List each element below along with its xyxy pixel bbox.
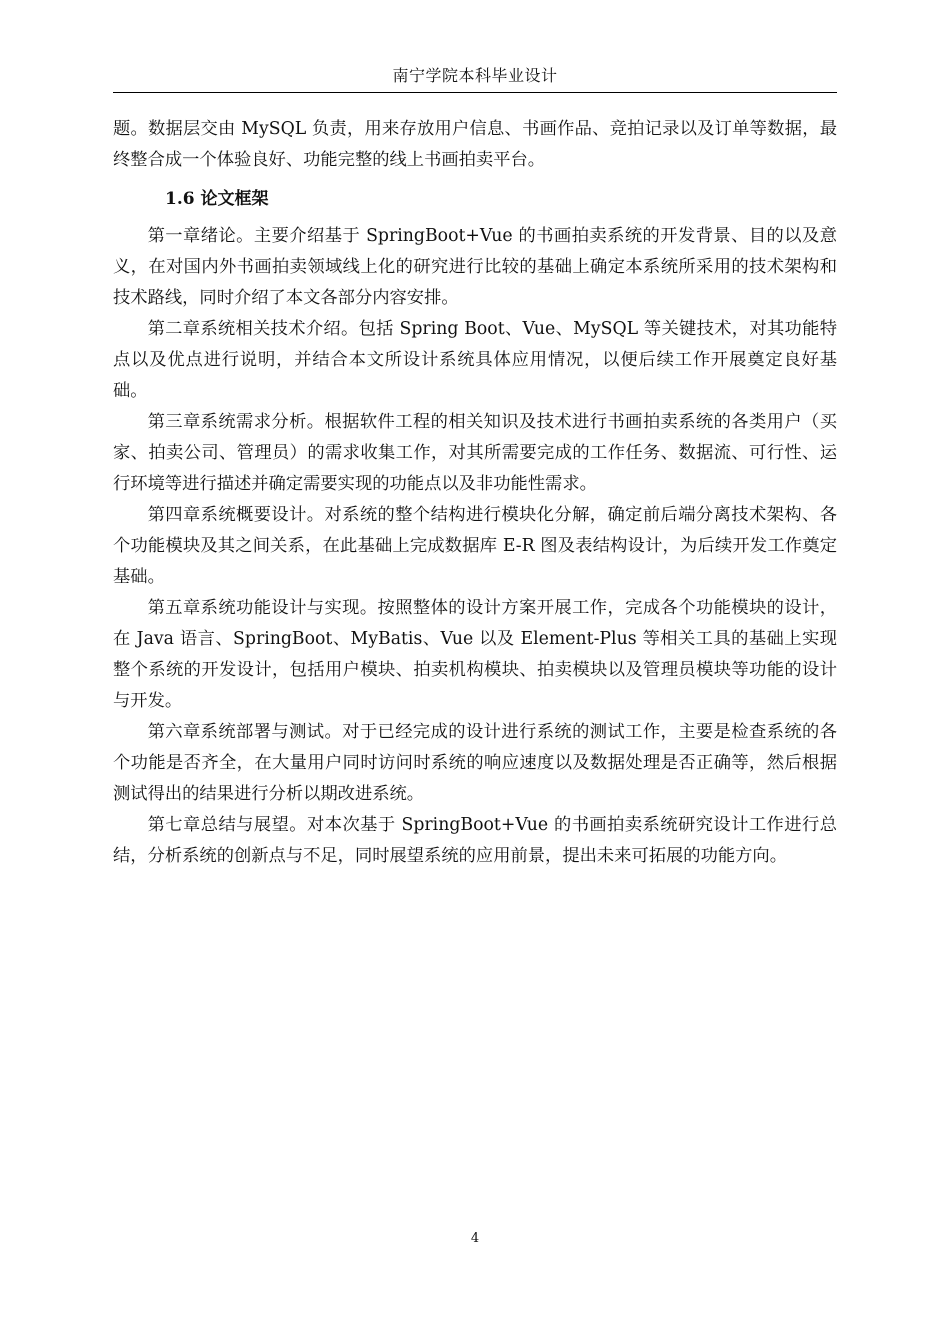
paragraph-chapter-5: 第五章系统功能设计与实现。按照整体的设计方案开展工作，完成各个功能模块的设计，在 Java 语言、SpringBoot、MyBatis、Vue 以及 Element-Plus 等相关工具的基础上实现整个系统的开发设计，包括用户模块、拍卖机构模块、拍卖模块以及管理员模块等功能的设计与开发。 (113, 598, 837, 711)
paragraph-chapter-3: 第三章系统需求分析。根据软件工程的相关知识及技术进行书画拍卖系统的各类用户（买家、拍卖公司、管理员）的需求收集工作，对其所需要完成的工作任务、数据流、可行性、运行环境等进行描述并确定需要实现的功能点以及非功能性需求。 (113, 412, 837, 494)
page-number: 4 (470, 1231, 480, 1246)
paragraph-chapter-2: 第二章系统相关技术介绍。包括 Spring Boot、Vue、MySQL 等关键技术，对其功能特点以及优点进行说明，并结合本文所设计系统具体应用情况，以便后续工作开展奠定良好基础。 (113, 319, 837, 401)
page-header (113, 66, 837, 93)
document-body (113, 114, 837, 872)
paragraph-chapter-1: 第一章绪论。主要介绍基于 SpringBoot+Vue 的书画拍卖系统的开发背景、目的以及意义，在对国内外书画拍卖领域线上化的研究进行比较的基础上确定本系统所采用的技术架构和技术路线，同时介绍了本文各部分内容安排。 (113, 226, 837, 308)
paragraph-chapter-4: 第四章系统概要设计。对系统的整个结构进行模块化分解，确定前后端分离技术架构、各个功能模块及其之间关系，在此基础上完成数据库 E-R 图及表结构设计，为后续开发工作奠定基础。 (113, 505, 837, 587)
section-heading: 1.6 论文框架 (165, 189, 269, 209)
paragraph-chapter-7: 第七章总结与展望。对本次基于 SpringBoot+Vue 的书画拍卖系统研究设计工作进行总结，分析系统的创新点与不足，同时展望系统的应用前景，提出未来可拓展的功能方向。 (113, 815, 837, 866)
paragraph-chapter-6: 第六章系统部署与测试。对于已经完成的设计进行系统的测试工作，主要是检查系统的各个功能是否齐全，在大量用户同时访问时系统的响应速度以及数据处理是否正确等，然后根据测试得出的结果进行分析以期改进系统。 (113, 722, 837, 804)
header-title: 南宁学院本科毕业设计 (392, 66, 558, 85)
continuation-paragraph: 题。数据层交由 MySQL 负责，用来存放用户信息、书画作品、竞拍记录以及订单等数据，最终整合成一个体验良好、功能完整的线上书画拍卖平台。 (113, 119, 837, 170)
